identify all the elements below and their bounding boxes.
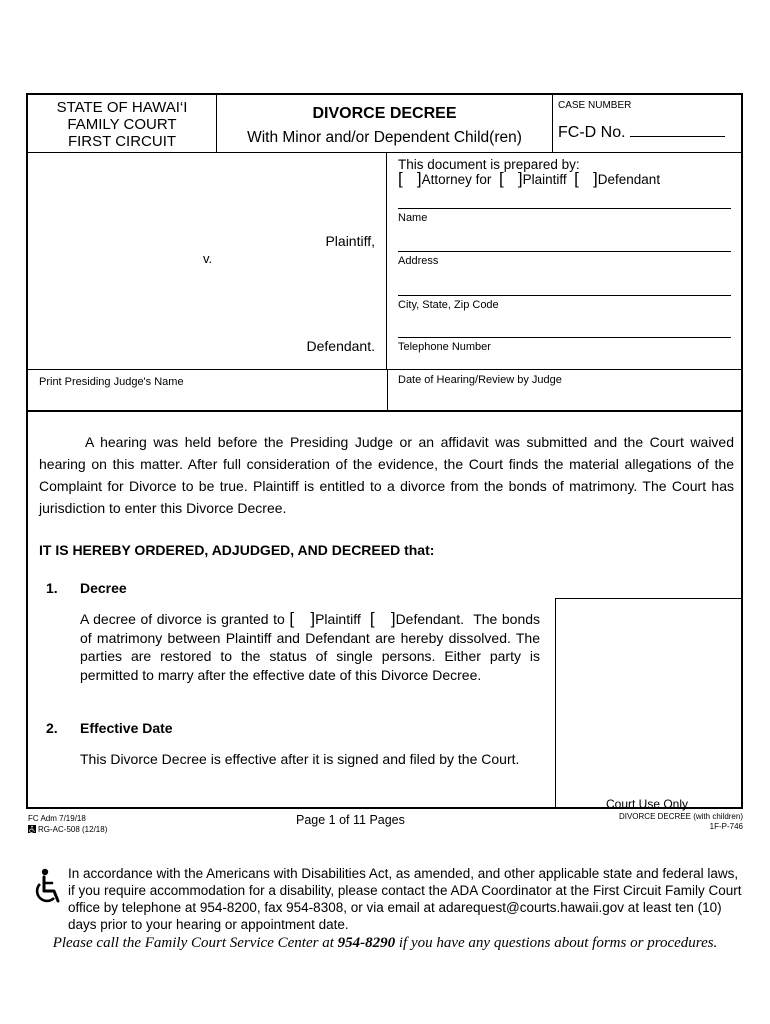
court-use-box — [555, 598, 743, 809]
judge-date-row — [28, 369, 741, 412]
hearing-date-field[interactable]: Date of Hearing/Review by Judge — [398, 374, 562, 386]
divorce-decree-form — [26, 93, 743, 809]
plaintiff-label: Plaintiff, — [325, 233, 375, 249]
fcd-number-line[interactable] — [630, 136, 725, 137]
judge-name-field[interactable]: Print Presiding Judge's Name — [39, 376, 184, 388]
attorney-checkbox[interactable]: [ ] — [398, 169, 422, 188]
versus-label: v. — [203, 251, 213, 266]
row-divider — [387, 370, 388, 411]
ada-notice: In accordance with the Americans with Disabilities Act, as amended, and other applicable state and federal laws, if you require accommodation for a disability, please contact the ADA Coordinator at the First Circuit Family Court office by telephone at 954-8200, fax 954-8308, or via email at adarequest@courts.hawaii.gov at least ten (10) days prior to your hearing or appointment date. — [68, 866, 742, 932]
section-title: Effective Date — [80, 720, 173, 736]
court-line: FAMILY COURT — [67, 116, 177, 133]
name-label: Name — [398, 212, 428, 224]
section-number: 2. — [46, 720, 58, 736]
footer-left — [28, 813, 107, 835]
fcd-label: FC-D No. — [558, 124, 626, 141]
prepared-by-block — [387, 153, 741, 369]
decree-plaintiff-checkbox[interactable]: [ ] — [289, 609, 316, 628]
footer-right — [619, 812, 743, 832]
rg-code: RG-AC-508 (12/18) — [38, 825, 108, 834]
section-number: 1. — [46, 580, 58, 596]
case-number-block — [553, 95, 741, 153]
phone-label: Telephone Number — [398, 341, 491, 353]
form-header — [28, 95, 741, 153]
form-revision: FC Adm 7/19/18 — [28, 814, 86, 823]
fcd-number-field[interactable] — [558, 124, 741, 142]
phone-line[interactable] — [398, 337, 731, 338]
effective-date-text: This Divorce Decree is effective after it is signed and filed by the Court. — [80, 751, 520, 767]
section-title: Decree — [80, 580, 127, 596]
city-label: City, State, Zip Code — [398, 299, 499, 311]
prepared-defendant-label: Defendant — [597, 172, 661, 187]
address-label: Address — [398, 255, 439, 267]
prepared-plaintiff-checkbox[interactable]: [ ] — [498, 169, 523, 188]
accessibility-icon — [28, 825, 36, 833]
findings-text: A hearing was held before the Presiding Judge or an affidavit was submitted and the Court waived hearing on this matter. After full consideration of the evidence, the Court finds the material allegations of the Complaint for Divorce to be true. Plaintiff is entitled to a divorce from the bonds of matrimony. The Court has jurisdiction to enter this Divorce Decree. — [39, 434, 734, 516]
decree-defendant-checkbox[interactable]: [ ] — [369, 609, 396, 628]
prepared-plaintiff-label: Plaintiff — [522, 172, 567, 187]
form-code: 1F-P-746 — [709, 822, 743, 831]
court-name — [28, 95, 217, 153]
form-title: DIVORCE DECREE — [312, 105, 457, 122]
findings-paragraph — [39, 431, 734, 519]
prepared-by-heading: This document is prepared by: — [398, 157, 580, 172]
case-number-label: CASE NUMBER — [558, 100, 632, 111]
prepared-by-options — [398, 169, 741, 188]
attorney-for-label: Attorney for — [421, 172, 492, 187]
form-subtitle: With Minor and/or Dependent Child(ren) — [247, 129, 522, 146]
form-title-block — [217, 95, 553, 153]
court-line: STATE OF HAWAI‘I — [56, 99, 188, 116]
page-count: Page 1 of 11 Pages — [296, 813, 405, 827]
court-use-label: Court Use Only — [606, 797, 689, 811]
service-center-note: Please call the Family Court Service Center at 954-8290 if you have any questions about forms or procedures. — [52, 935, 718, 951]
form-name: DIVORCE DECREE (with children) — [618, 812, 743, 821]
court-line: FIRST CIRCUIT — [67, 133, 177, 150]
name-line[interactable] — [398, 208, 731, 209]
decree-text: A decree of divorce is granted to [ ]Plaintiff [ ]Defendant. The bonds of matrimony between Plaintiff and Defendant are hereby dissolved. The parties are restored to the status of single persons. Either party is permitted to marry after the effective date of this Divorce Decree. — [80, 609, 541, 683]
service-center-phone: 954-8290 — [337, 935, 396, 951]
defendant-label: Defendant. — [306, 338, 375, 354]
ordered-heading: IT IS HEREBY ORDERED, ADJUDGED, AND DECREED that: — [39, 542, 435, 558]
address-line[interactable] — [398, 251, 731, 252]
city-line[interactable] — [398, 295, 731, 296]
party-caption[interactable] — [28, 153, 387, 369]
prepared-defendant-checkbox[interactable]: [ ] — [574, 169, 598, 188]
wheelchair-icon — [32, 868, 64, 906]
